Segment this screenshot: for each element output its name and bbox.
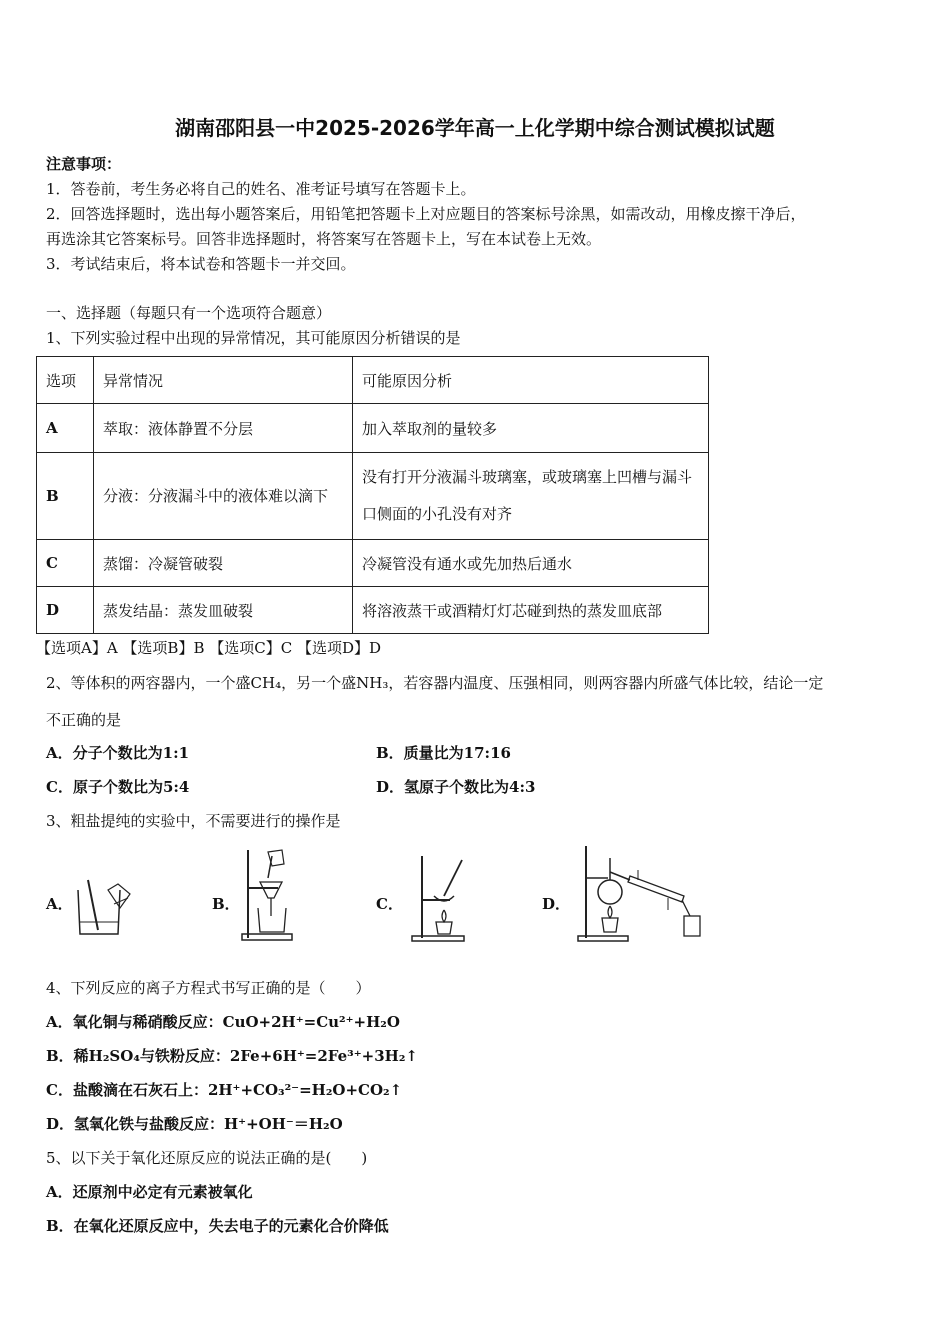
q3-stem: 3、粗盐提纯的实验中，不需要进行的操作是 <box>46 812 341 830</box>
q5-option-b[interactable]: B．在氧化还原反应中，失去电子的元素化合价降低 <box>46 1217 389 1235</box>
q2-option-c[interactable]: C．原子个数比为5:4 <box>46 778 190 796</box>
notice-heading: 注意事项： <box>46 155 122 173</box>
q4-option-c[interactable]: C．盐酸滴在石灰石上：2H⁺+CO₃²⁻=H₂O+CO₂↑ <box>46 1081 403 1099</box>
q4-option-d[interactable]: D．氢氧化铁与盐酸反应：H⁺+OH⁻＝H₂O <box>46 1115 343 1133</box>
q5-option-a[interactable]: A．还原剂中必定有元素被氧化 <box>46 1183 253 1201</box>
q2-option-b[interactable]: B．质量比为17:16 <box>376 744 511 762</box>
q1-stem: 1、下列实验过程中出现的异常情况，其可能原因分析错误的是 <box>46 329 461 347</box>
notice-item-2: 2．回答选择题时，选出每小题答案后，用铅笔把答题卡上对应题目的答案标号涂黑，如需改动，用橡皮擦干净后， <box>46 205 806 223</box>
evaporation-setup-icon <box>404 852 470 942</box>
q3-label-c[interactable]: C． <box>376 895 403 913</box>
q3-label-b[interactable]: B． <box>212 895 240 913</box>
q2-stem-line1: 2、等体积的两容器内，一个盛CH₄，另一个盛NH₃，若容器内温度、压强相同，则两容器内所盛气体比较，结论一定 <box>46 674 824 692</box>
row-abnormal: 分液：分液漏斗中的液体难以滴下 <box>94 453 353 540</box>
row-reason: 冷凝管没有通水或先加热后通水 <box>353 540 709 587</box>
row-option: A <box>37 404 94 453</box>
header-option: 选项 <box>37 357 94 404</box>
q1-table <box>36 356 709 634</box>
row-reason: 没有打开分液漏斗玻璃塞，或玻璃塞上凹槽与漏斗口侧面的小孔没有对齐 <box>353 453 709 540</box>
header-abnormal: 异常情况 <box>94 357 353 404</box>
q4-option-b[interactable]: B．稀H₂SO₄与铁粉反应：2Fe+6H⁺=2Fe³⁺+3H₂↑ <box>46 1047 418 1065</box>
q3-label-d[interactable]: D． <box>542 895 571 913</box>
row-abnormal: 萃取：液体静置不分层 <box>94 404 353 453</box>
row-abnormal: 蒸馏：冷凝管破裂 <box>94 540 353 587</box>
q4-option-a[interactable]: A．氧化铜与稀硝酸反应：CuO+2H⁺=Cu²⁺+H₂O <box>46 1013 400 1031</box>
section-heading: 一、选择题（每题只有一个选项符合题意） <box>46 304 332 322</box>
distillation-setup-icon <box>572 842 708 942</box>
q1-options: 【选项A】A 【选项B】B 【选项C】C 【选项D】D <box>36 639 382 657</box>
q2-option-d[interactable]: D．氢原子个数比为4:3 <box>376 778 536 796</box>
table-row <box>37 587 709 634</box>
row-option: D <box>37 587 94 634</box>
row-abnormal: 蒸发结晶：蒸发皿破裂 <box>94 587 353 634</box>
table-row <box>37 453 709 540</box>
q2-option-a[interactable]: A．分子个数比为1:1 <box>46 744 190 762</box>
table-header-row <box>37 357 709 404</box>
q2-stem-line2: 不正确的是 <box>46 711 122 729</box>
q5-stem: 5、以下关于氧化还原反应的说法正确的是( ) <box>46 1149 368 1167</box>
row-reason: 加入萃取剂的量较多 <box>353 404 709 453</box>
notice-item-1: 1．答卷前，考生务必将自己的姓名、准考证号填写在答题卡上。 <box>46 180 476 198</box>
filtration-setup-icon <box>238 846 298 942</box>
q3-label-a[interactable]: A． <box>46 895 73 913</box>
table-row <box>37 540 709 587</box>
header-reason: 可能原因分析 <box>353 357 709 404</box>
notice-item-2-cont: 再选涂其它答案标号。回答非选择题时，将答案写在答题卡上，写在本试卷上无效。 <box>46 230 602 248</box>
q4-stem: 4、下列反应的离子方程式书写正确的是（ ） <box>46 979 371 997</box>
notice-item-3: 3．考试结束后，将本试卷和答题卡一并交回。 <box>46 255 356 273</box>
row-option: C <box>37 540 94 587</box>
row-option: B <box>37 453 94 540</box>
table-row <box>37 404 709 453</box>
page-title: 湖南邵阳县一中2025-2026学年高一上化学期中综合测试模拟试题 <box>175 116 775 140</box>
row-reason: 将溶液蒸干或酒精灯灯芯碰到热的蒸发皿底部 <box>353 587 709 634</box>
dissolving-beaker-icon <box>72 878 134 938</box>
